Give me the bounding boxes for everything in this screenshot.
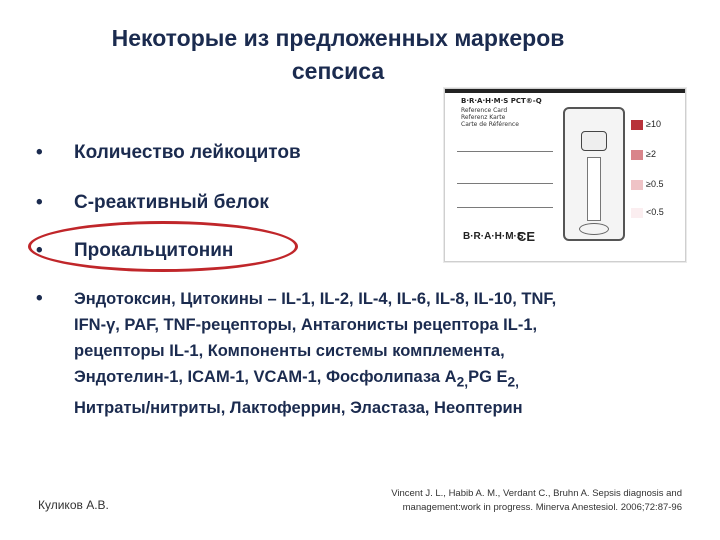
scale-swatch bbox=[631, 120, 643, 130]
ce-mark: CE bbox=[517, 229, 536, 244]
marker-list bbox=[36, 142, 676, 427]
slide-title bbox=[38, 22, 638, 88]
scale-label: ≥10 bbox=[646, 119, 661, 129]
photo-card-line-2: Referenz Karte bbox=[461, 114, 506, 121]
subscript: 2, bbox=[456, 374, 469, 390]
subscript: 2, bbox=[507, 374, 519, 390]
other-markers-line2: IFN-γ, PAF, TNF-рецепторы, Антагонисты рецептора IL-1, bbox=[74, 316, 538, 334]
list-item-text bbox=[74, 290, 556, 417]
photo-top-edge bbox=[445, 89, 685, 93]
slide-title-line1: Некоторые из предложенных маркеров bbox=[111, 25, 565, 51]
scale-row bbox=[631, 119, 675, 139]
list-item bbox=[36, 286, 676, 421]
photo-card-line-3: Carte de Référence bbox=[461, 121, 519, 128]
bullet-dot: • bbox=[36, 288, 43, 309]
scale-label: ≥0.5 bbox=[646, 179, 664, 189]
list-item-text: С-реактивный белок bbox=[74, 192, 269, 213]
procalcitonin-highlight-circle bbox=[28, 221, 298, 272]
other-markers-line4 bbox=[74, 368, 519, 390]
bullet-dot: • bbox=[36, 142, 43, 163]
other-markers-line4-start: Эндотелин-1, ICAM-1, VCAM-1, Фосфолипаза А bbox=[74, 368, 457, 386]
other-markers-line3: рецепторы IL-1, Компоненты системы комплемента, bbox=[74, 342, 505, 360]
photo-card-line-1: Reference Card bbox=[461, 107, 508, 114]
author: Куликов А.В. bbox=[38, 498, 109, 512]
list-item-text: Прокальцитонин bbox=[74, 240, 234, 261]
other-markers-line1: Эндотоксин, Цитокины – IL-1, IL-2, IL-4, IL-6, IL-8, IL-10, TNF, bbox=[74, 290, 557, 308]
scale-label: <0.5 bbox=[646, 207, 664, 217]
reference-line1: Vincent J. L., Habib A. M., Verdant C., Bruhn A. Sepsis diagnosis and bbox=[391, 488, 682, 499]
slide-title-line2: сепсиса bbox=[291, 58, 385, 84]
list-item-text: Количество лейкоцитов bbox=[74, 142, 301, 163]
scale-label: ≥2 bbox=[646, 149, 656, 159]
list-item bbox=[36, 142, 676, 192]
other-markers-line5: Нитраты/нитриты, Лактоферрин, Эластаза, Неоптерин bbox=[74, 399, 523, 418]
other-markers-line4-end: PG E bbox=[468, 368, 508, 386]
bullet-dot: • bbox=[36, 192, 43, 213]
reference bbox=[330, 487, 682, 515]
brahms-logo: B·R·A·H·M·S bbox=[463, 231, 524, 242]
photo-brand-text: B·R·A·H·M·S PCT®-Q bbox=[461, 97, 542, 105]
reference-line2: management:work in progress. Minerva Anestesiol. 2006;72:87-96 bbox=[402, 502, 682, 513]
bullet-dot: • bbox=[36, 240, 43, 261]
